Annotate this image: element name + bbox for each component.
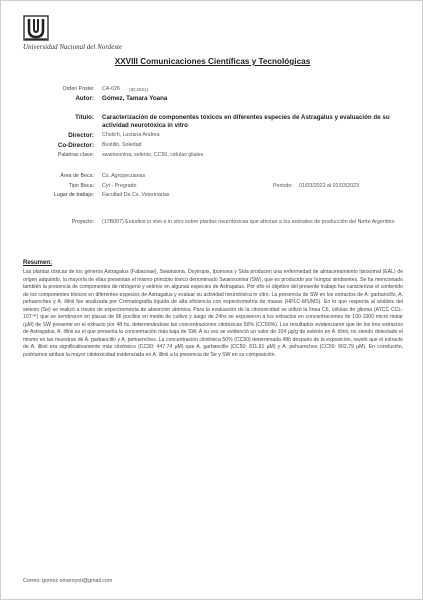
director-value: Cholich, Luciana Andrea: [102, 132, 160, 138]
lugar-label: Lugar de trabajo:: [53, 192, 94, 198]
titulo-value: Caracterización de componentes tóxicos en diferentes especies de Astragalus y evaluación de su actividad neurotóxica in vitro: [102, 114, 390, 129]
periodo-value: 01/03/2022 al 01/03/2023: [299, 183, 360, 189]
autor-label: Autor:: [75, 95, 94, 102]
palabras-label: Palabras clave:: [57, 152, 94, 158]
titulo-label: Título:: [75, 114, 94, 121]
tipo-value: Cyt - Pregrado: [102, 183, 137, 189]
orden-id: (ID:2621): [129, 87, 149, 92]
resumen-heading: Resumen:: [23, 260, 53, 266]
palabras-value: swainsonina, selenio, CC50, células gliales: [102, 152, 204, 158]
director-label: Director:: [68, 132, 94, 139]
lugar-value: Facultad De Cs. Veterinarias: [102, 192, 170, 198]
resumen-body: Las plantas tóxicas de los géneros Astragalus (Fabaceae), Swainsona, Oxytropis, Ipomoea y Sida producen una enfermedad de almacenamiento lisosomal (EAL) de origen adquirido, la mayoría de ellas presentan el mismo principio tóxico denominado Swainsonina (SW), que es producido por hongos simbiontes. Se ha mencionado también la presencia de componentes de nitrógeno y selenio en algunas especies de Astragalus. Por ello el objetivo del presente trabajo fue caracterizar el contenido de los componentes tóxicos en diferentes especies de Astragalus y evaluar su actividad neurotóxica in vitro. La presencia de SW en los extractos de A. garbancillo, A. pehuenches y A. illinii fue analizada por Cromatografía líquida de alta eficiencia con espectrometría de masas (HPLC-MS/MS). En lo que respecta al análisis del selenio (Se) se realizó a través de espectrometría de absorción atómica. Para la evaluación de la citotoxicidad se utilizó la línea C6, células de glioma (ATCC CCL-107™) que se sembraron en placas de 96 pocillos en medio de cultivo y luego de 24hs se expusieron a los extractos en concentraciones de 100-1000 micro molar (µM) de SW presente en el extracto por 48 hs. determinándose las concentraciones citotóxicas 50% (CC50%). Los resultados evidenciaron que de los tres extractos de Astragalus, A. illinii es el que presenta la concentración más baja de SW. A su vez se evidenció un valor de 104 µg/g de selenio en A. illinii, no siendo detectado el mismo en las muestras de A. garbancillo y A. pehuenches. La concentración citotóxica 50% (CC50) determinada 48h después de la exposición, reveló que el extracto de A. illinii era significativamente más citotóxico (CC50: 447.74 µM) que A. garbancillo (CC50: 811.91 µM) y A. pehuenches (CC50: 902.79 µM). En conclusión, podríamos atribuir la mayor citotoxicidad evidenciada en A. illinii a la presencia de Se y SW en su composición.: [23, 269, 403, 359]
conference-title: XXVIII Comunicaciones Científicas y Tecnológicas: [114, 57, 311, 66]
orden-value: CA-026: [102, 86, 120, 92]
university-name: Universidad Nacional del Nordeste: [23, 43, 123, 51]
codirector-label: Co-Director:: [57, 142, 94, 149]
area-value: Cs. Agropecuarias: [102, 173, 146, 179]
tipo-label: Tipo Beca:: [68, 183, 94, 189]
university-logo: [23, 15, 123, 51]
area-label: Área de Beca:: [60, 173, 94, 179]
unne-logo-icon: [23, 15, 49, 41]
orden-label: Orden Poster: [62, 86, 94, 92]
correo-text: Correo: gomez.omaroyoti@gmail.com: [23, 578, 113, 584]
proyecto-label: Proyecto:: [71, 219, 94, 225]
codirector-value: Bustillo, Soledad: [102, 142, 142, 148]
autor-value: Gómez, Tamara Yoana: [102, 95, 168, 102]
periodo-label: Periodo:: [273, 183, 293, 189]
proyecto-value: (17B007) Estudios in vivo e in vitro sobre plantas neurotóxicas que afectan a los animales de producción del Norte Argentino: [102, 219, 395, 225]
